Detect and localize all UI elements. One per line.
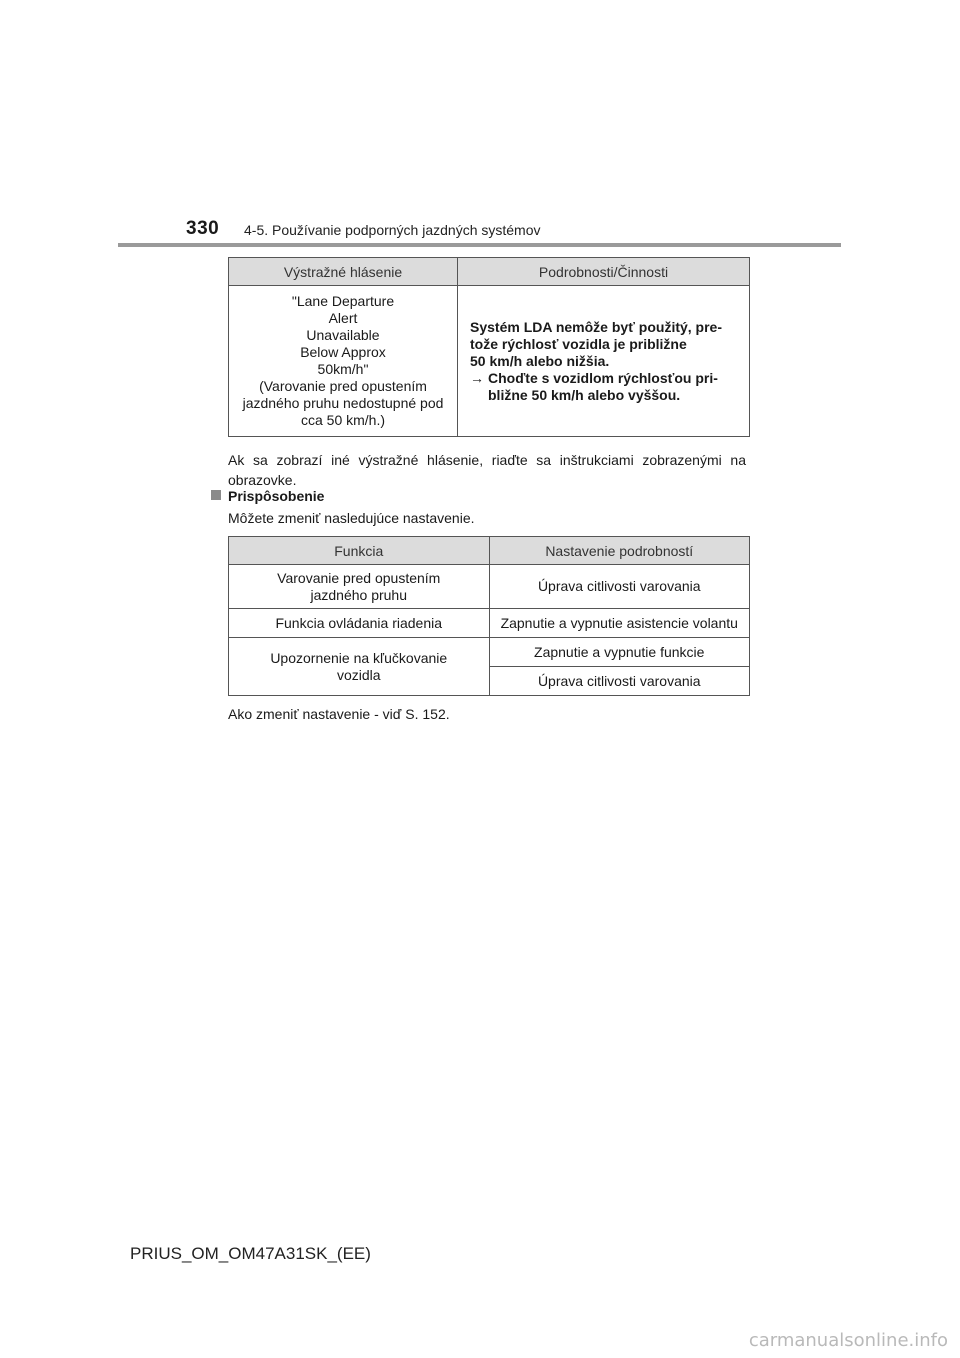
setting-cell: Zapnutie a vypnutie funkcie [489,638,750,667]
detail-line: 50 km/h alebo nižšia. [470,352,610,369]
warning-message-table [228,257,750,437]
square-bullet-icon [211,490,221,500]
table-row [229,565,750,609]
setting-cell: Úprava citlivosti varovania [489,565,750,609]
column-header-setting: Nastavenie podrobností [489,537,750,565]
setting-cell: Úprava citlivosti varovania [489,667,750,696]
warning-detail-cell [458,286,750,437]
column-header-warning: Výstražné hlásenie [229,258,458,286]
table-row [229,638,750,667]
document-code-footer: PRIUS_OM_OM47A31SK_(EE) [130,1244,371,1263]
header-rule [118,243,841,247]
detail-line: Systém LDA nemôže byť použitý, pre- [470,318,723,335]
section-title: 4-5. Používanie podporných jazdných systémov [244,222,541,238]
table-row [229,286,750,437]
detail-action [470,370,741,404]
table-header-row [229,258,750,286]
table-header-row [229,537,750,565]
customization-intro: Môžete zmeniť nasledujúce nastavenie. [228,510,475,526]
warning-message-cell: "Lane Departure Alert Unavailable Below Approx 50km/h" (Varovanie pred opustením jazdného pruhu nedostupné pod cca 50 km/h.) [229,286,458,437]
detail-action-text: Choďte s vozidlom rýchlosťou pri-bližne 50 km/h alebo vyššou. [488,369,718,403]
watermark: carmanualsonline.info [748,1330,948,1351]
arrow-right-icon: → [470,369,484,386]
function-settings-table [228,536,750,696]
table-row [229,609,750,638]
customization-heading: Prispôsobenie [228,488,325,504]
function-cell: Upozornenie na kľučkovanie vozidla [229,638,490,696]
note-paragraph: Ak sa zobrazí iné výstražné hlásenie, riaďte sa inštrukciami zobrazenými na obrazovke. [228,452,746,488]
setting-cell: Zapnutie a vypnutie asistencie volantu [489,609,750,638]
column-header-function: Funkcia [229,537,490,565]
function-cell: Varovanie pred opustením jazdného pruhu [229,565,490,609]
page-number: 330 [186,218,220,239]
column-header-details: Podrobnosti/Činnosti [458,258,750,286]
detail-line: tože rýchlosť vozidla je približne [470,335,687,352]
reference-note: Ako zmeniť nastavenie - viď S. 152. [228,706,450,722]
function-cell: Funkcia ovládania riadenia [229,609,490,638]
